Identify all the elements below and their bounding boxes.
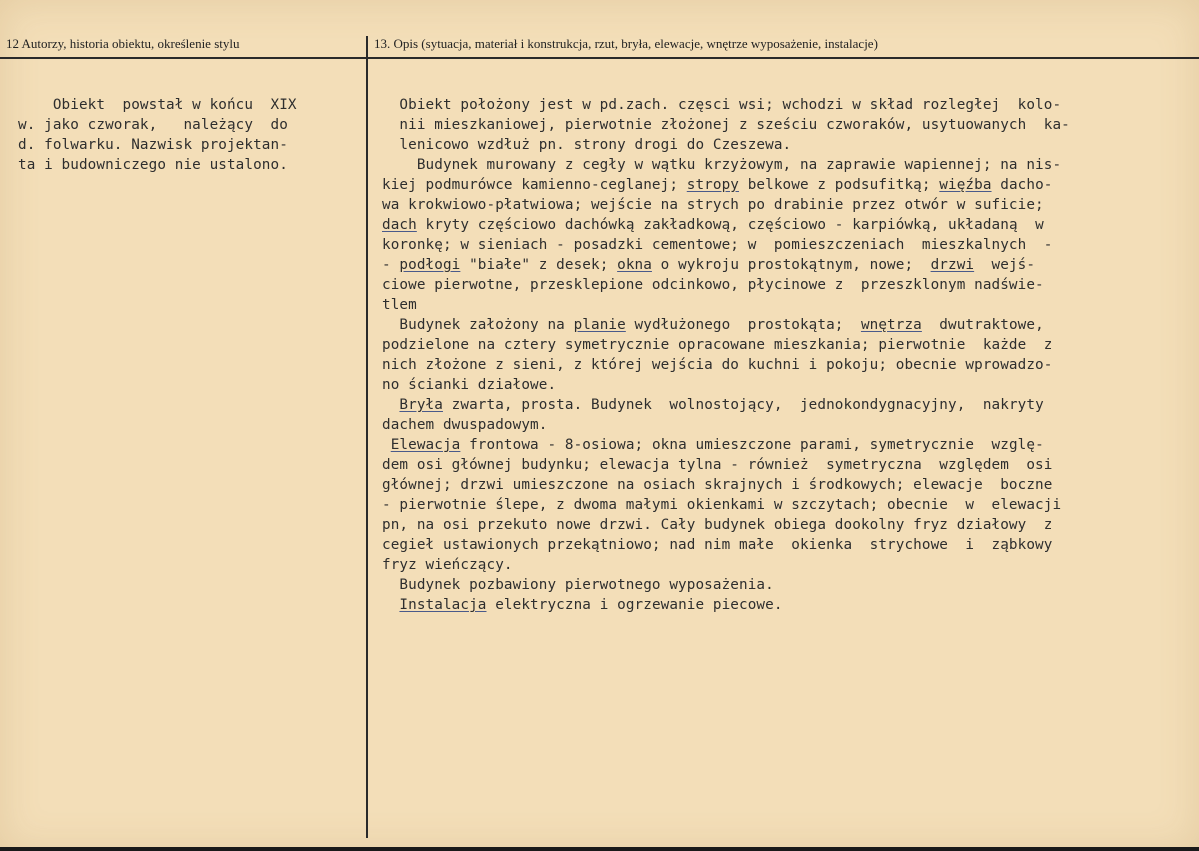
underlined-keyword: okna xyxy=(617,257,652,273)
description-line xyxy=(382,355,1182,375)
line-segment: Budynek pozbawiony pierwotnego wyposażenia. xyxy=(382,577,774,593)
description-line xyxy=(382,595,1182,615)
line-segment: Budynek murowany z cegły w wątku krzyżowym, na zaprawie wapiennej; na nis- xyxy=(382,157,1062,173)
description-line xyxy=(382,495,1182,515)
left-text-line: ta i budowniczego nie ustalono. xyxy=(18,157,288,173)
description-line xyxy=(382,215,1182,235)
line-segment: dacho- xyxy=(991,177,1053,193)
line-segment: wejś- xyxy=(974,257,1036,273)
description-text xyxy=(382,95,1182,615)
underlined-keyword: Elewacja xyxy=(390,437,461,453)
header-rule xyxy=(0,57,1199,59)
description-line xyxy=(382,575,1182,595)
line-segment: zwarta, prosta. Budynek wolnostojący, jednokondygnacyjny, nakryty xyxy=(442,397,1044,413)
line-segment: dwutraktowe, xyxy=(921,317,1044,333)
line-segment: wa krokwiowo-płatwiowa; wejście na strych po drabinie przez otwór w suficie; xyxy=(382,197,1044,213)
line-segment: dem osi głównej budynku; elewacja tylna - również symetryczna względem osi xyxy=(382,457,1053,473)
line-segment xyxy=(382,437,391,453)
description-line xyxy=(382,195,1182,215)
description-line xyxy=(382,315,1182,335)
description-line xyxy=(382,395,1182,415)
description-line xyxy=(382,135,1182,155)
section-12-header: 12 Autorzy, historia obiektu, określenie stylu xyxy=(6,36,240,51)
line-segment: Budynek założony na xyxy=(382,317,574,333)
line-segment: kryty częściowo dachówką zakładkową, częściowo - karpiówką, układaną w xyxy=(416,217,1044,233)
line-segment: podzielone na cztery symetrycznie opracowane mieszkania; pierwotnie każde z xyxy=(382,337,1053,353)
underlined-keyword: planie xyxy=(573,317,626,333)
line-segment: belkowe z podsufitką; xyxy=(739,177,940,193)
line-segment xyxy=(382,397,399,413)
underlined-keyword: dach xyxy=(382,217,417,233)
description-line xyxy=(382,335,1182,355)
line-segment: no ścianki działowe. xyxy=(382,377,557,393)
underlined-keyword: stropy xyxy=(686,177,740,193)
underlined-keyword: więźba xyxy=(939,177,992,193)
description-line xyxy=(382,255,1182,275)
underlined-keyword: Bryła xyxy=(399,397,443,413)
line-segment: - xyxy=(382,257,400,273)
description-line xyxy=(382,375,1182,395)
line-segment: lenicowo wzdłuż pn. strony drogi do Czeszewa. xyxy=(382,137,792,153)
bottom-rule xyxy=(0,847,1199,851)
left-text-line: Obiekt powstał w końcu XIX xyxy=(18,97,297,113)
line-segment: o wykroju prostokątnym, nowe; xyxy=(651,257,931,273)
line-segment: nii mieszkaniowej, pierwotnie złożonej z sześciu czworaków, usytuowanych ka- xyxy=(382,117,1070,133)
line-segment: dachem dwuspadowym. xyxy=(382,417,548,433)
line-segment: elektryczna i ogrzewanie piecowe. xyxy=(486,597,783,613)
line-segment: "białe" z desek; xyxy=(460,257,618,273)
line-segment xyxy=(382,597,399,613)
description-line xyxy=(382,95,1182,115)
description-line xyxy=(382,455,1182,475)
underlined-keyword: podłogi xyxy=(399,257,461,273)
description-line xyxy=(382,415,1182,435)
column-divider xyxy=(366,36,368,838)
description-line xyxy=(382,115,1182,135)
underlined-keyword: wnętrza xyxy=(860,317,922,333)
line-segment: koronkę; w sieniach - posadzki cementowe; w pomieszczeniach mieszkalnych - xyxy=(382,237,1053,253)
line-segment: fryz wieńczący. xyxy=(382,557,513,573)
line-segment: wydłużonego prostokąta; xyxy=(625,317,861,333)
line-segment: frontowa - 8-osiowa; okna umieszczone parami, symetrycznie wzglę- xyxy=(460,437,1044,453)
underlined-keyword: drzwi xyxy=(930,257,975,273)
left-text-line: w. jako czworak, należący do xyxy=(18,117,288,133)
description-line xyxy=(382,175,1182,195)
line-segment: tlem xyxy=(382,297,417,313)
line-segment: Obiekt położony jest w pd.zach. częsci wsi; wchodzi w skład rozległej kolo- xyxy=(382,97,1062,113)
description-line xyxy=(382,155,1182,175)
line-segment: nich złożone z sieni, z której wejścia do kuchni i pokoju; obecnie wprowadzo- xyxy=(382,357,1053,373)
line-segment: pn, na osi przekuto nowe drzwi. Cały budynek obiega dookolny fryz działowy z xyxy=(382,517,1053,533)
description-line xyxy=(382,515,1182,535)
description-line xyxy=(382,435,1182,455)
description-line xyxy=(382,275,1182,295)
line-segment: - pierwotnie ślepe, z dwoma małymi okienkami w szczytach; obecnie w elewacji xyxy=(382,497,1062,513)
left-text-line: d. folwarku. Nazwisk projektan- xyxy=(18,137,288,153)
description-line xyxy=(382,295,1182,315)
line-segment: cegieł ustawionych przekątniowo; nad nim małe okienka strychowe i ząbkowy xyxy=(382,537,1053,553)
section-13-header: 13. Opis (sytuacja, materiał i konstrukcja, rzut, bryła, elewacje, wnętrze wyposażenie, instalacje) xyxy=(374,36,878,51)
description-line xyxy=(382,535,1182,555)
line-segment: ciowe pierwotne, przesklepione odcinkowo, płycinowe z przeszklonym nadświe- xyxy=(382,277,1044,293)
description-line xyxy=(382,235,1182,255)
underlined-keyword: Instalacja xyxy=(399,597,487,613)
description-line xyxy=(382,475,1182,495)
line-segment: kiej podmurówce kamienno-ceglanej; xyxy=(382,177,687,193)
authors-history-text xyxy=(18,95,358,175)
line-segment: głównej; drzwi umieszczone na osiach skrajnych i środkowych; elewacje boczne xyxy=(382,477,1053,493)
description-line xyxy=(382,555,1182,575)
